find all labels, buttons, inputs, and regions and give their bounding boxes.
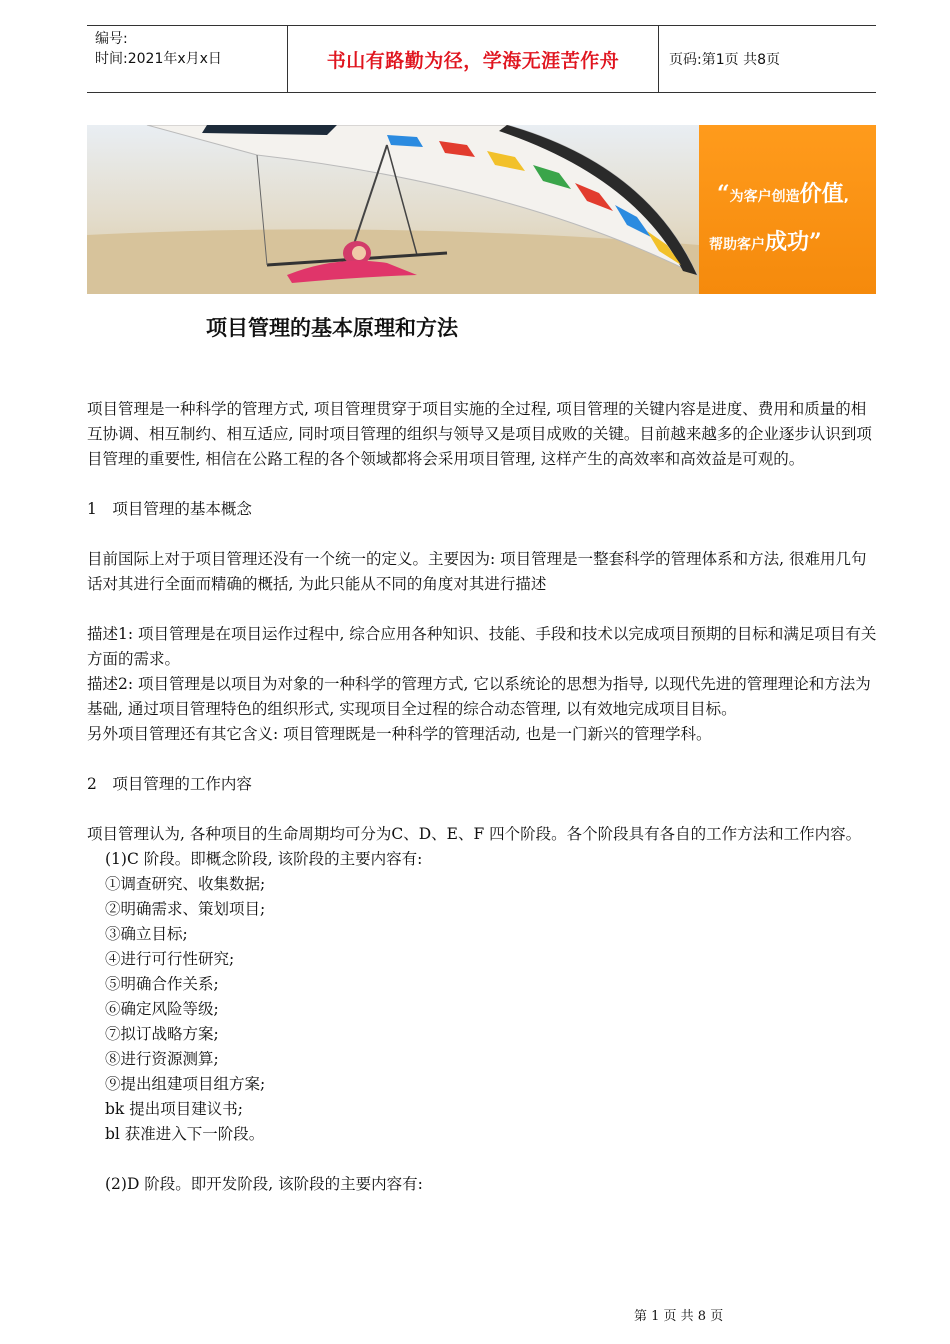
list-item: ⑤明确合作关系; [105,975,219,993]
section1-paragraph: 目前国际上对于项目管理还没有一个统一的定义。主要因为: 项目管理是一整套科学的管理体系和方法, 很难用几句话对其进行全面而精确的概括, 为此只能从不同的角度对其进行描述 [87,550,867,593]
document-title: 项目管理的基本原理和方法 [206,316,458,340]
section1-heading: 1 项目管理的基本概念 [87,500,252,518]
list-item: ③确立目标; [105,925,188,943]
phase-c-heading: (1)C 阶段。即概念阶段, 该阶段的主要内容有: [105,850,423,868]
number-label: 编号: [95,31,128,47]
list-item: bl 获准进入下一阶段。 [105,1125,265,1143]
section2-heading: 2 项目管理的工作内容 [87,775,252,793]
intro-paragraph: 项目管理是一种科学的管理方式, 项目管理贯穿于项目实施的全过程, 项目管理的关键内容是进度、费用和质量的相互协调、相互制约、相互适应, 同时项目管理的组织与领导又是项目成败的关键。目前越来越多的企业逐步认识到项目管理的重要性, 相信在公路工程的各个领域都将会采用项目管理, 这样产生的高效率和高效益是可观的。 [87,400,872,468]
document-body [87,397,879,1197]
slogan-line2: 帮助客户成功” [709,229,822,255]
time-label: 时间:2021年x月x日 [95,51,222,67]
banner-image [87,125,876,294]
description-3: 另外项目管理还有其它含义: 项目管理既是一种科学的管理活动, 也是一门新兴的管理学科。 [87,725,712,743]
list-item: ②明确需求、策划项目; [105,900,266,918]
list-item: ④进行可行性研究; [105,950,235,968]
list-item: ⑨提出组建项目组方案; [105,1075,266,1093]
list-item: ①调查研究、收集数据; [105,875,266,893]
page-footer: 第 1 页 共 8 页 [634,1309,724,1324]
section2-paragraph: 项目管理认为, 各种项目的生命周期均可分为C、D、E、F 四个阶段。各个阶段具有各自的工作方法和工作内容。 [87,825,862,843]
header-page-info: 页码:第1页 共8页 [669,52,780,68]
slogan-panel [699,125,876,294]
description-2: 描述2: 项目管理是以项目为对象的一种科学的管理方式, 它以系统论的思想为指导, 以现代先进的管理理论和方法为基础, 通过项目管理特色的组织形式, 实现项目全过程的综合动态管理, 以有效地完成项目目标。 [87,675,871,718]
list-item: bk 提出项目建议书; [105,1100,243,1118]
description-1: 描述1: 项目管理是在项目运作过程中, 综合应用各种知识、技能、手段和技术以完成项目预期的目标和满足项目有关方面的需求。 [87,625,877,668]
slogan-line1: “为客户创造价值, [717,181,849,207]
phase-d-heading: (2)D 阶段。即开发阶段, 该阶段的主要内容有: [105,1175,423,1193]
header-motto: 书山有路勤为径，学海无涯苦作舟 [287,26,659,92]
header-meta [87,26,287,92]
list-item: ⑦拟订战略方案; [105,1025,219,1043]
list-item: ⑧进行资源测算; [105,1050,219,1068]
list-item: ⑥确定风险等级; [105,1000,219,1018]
document-header [87,25,876,93]
hang-glider-illustration [87,125,699,294]
